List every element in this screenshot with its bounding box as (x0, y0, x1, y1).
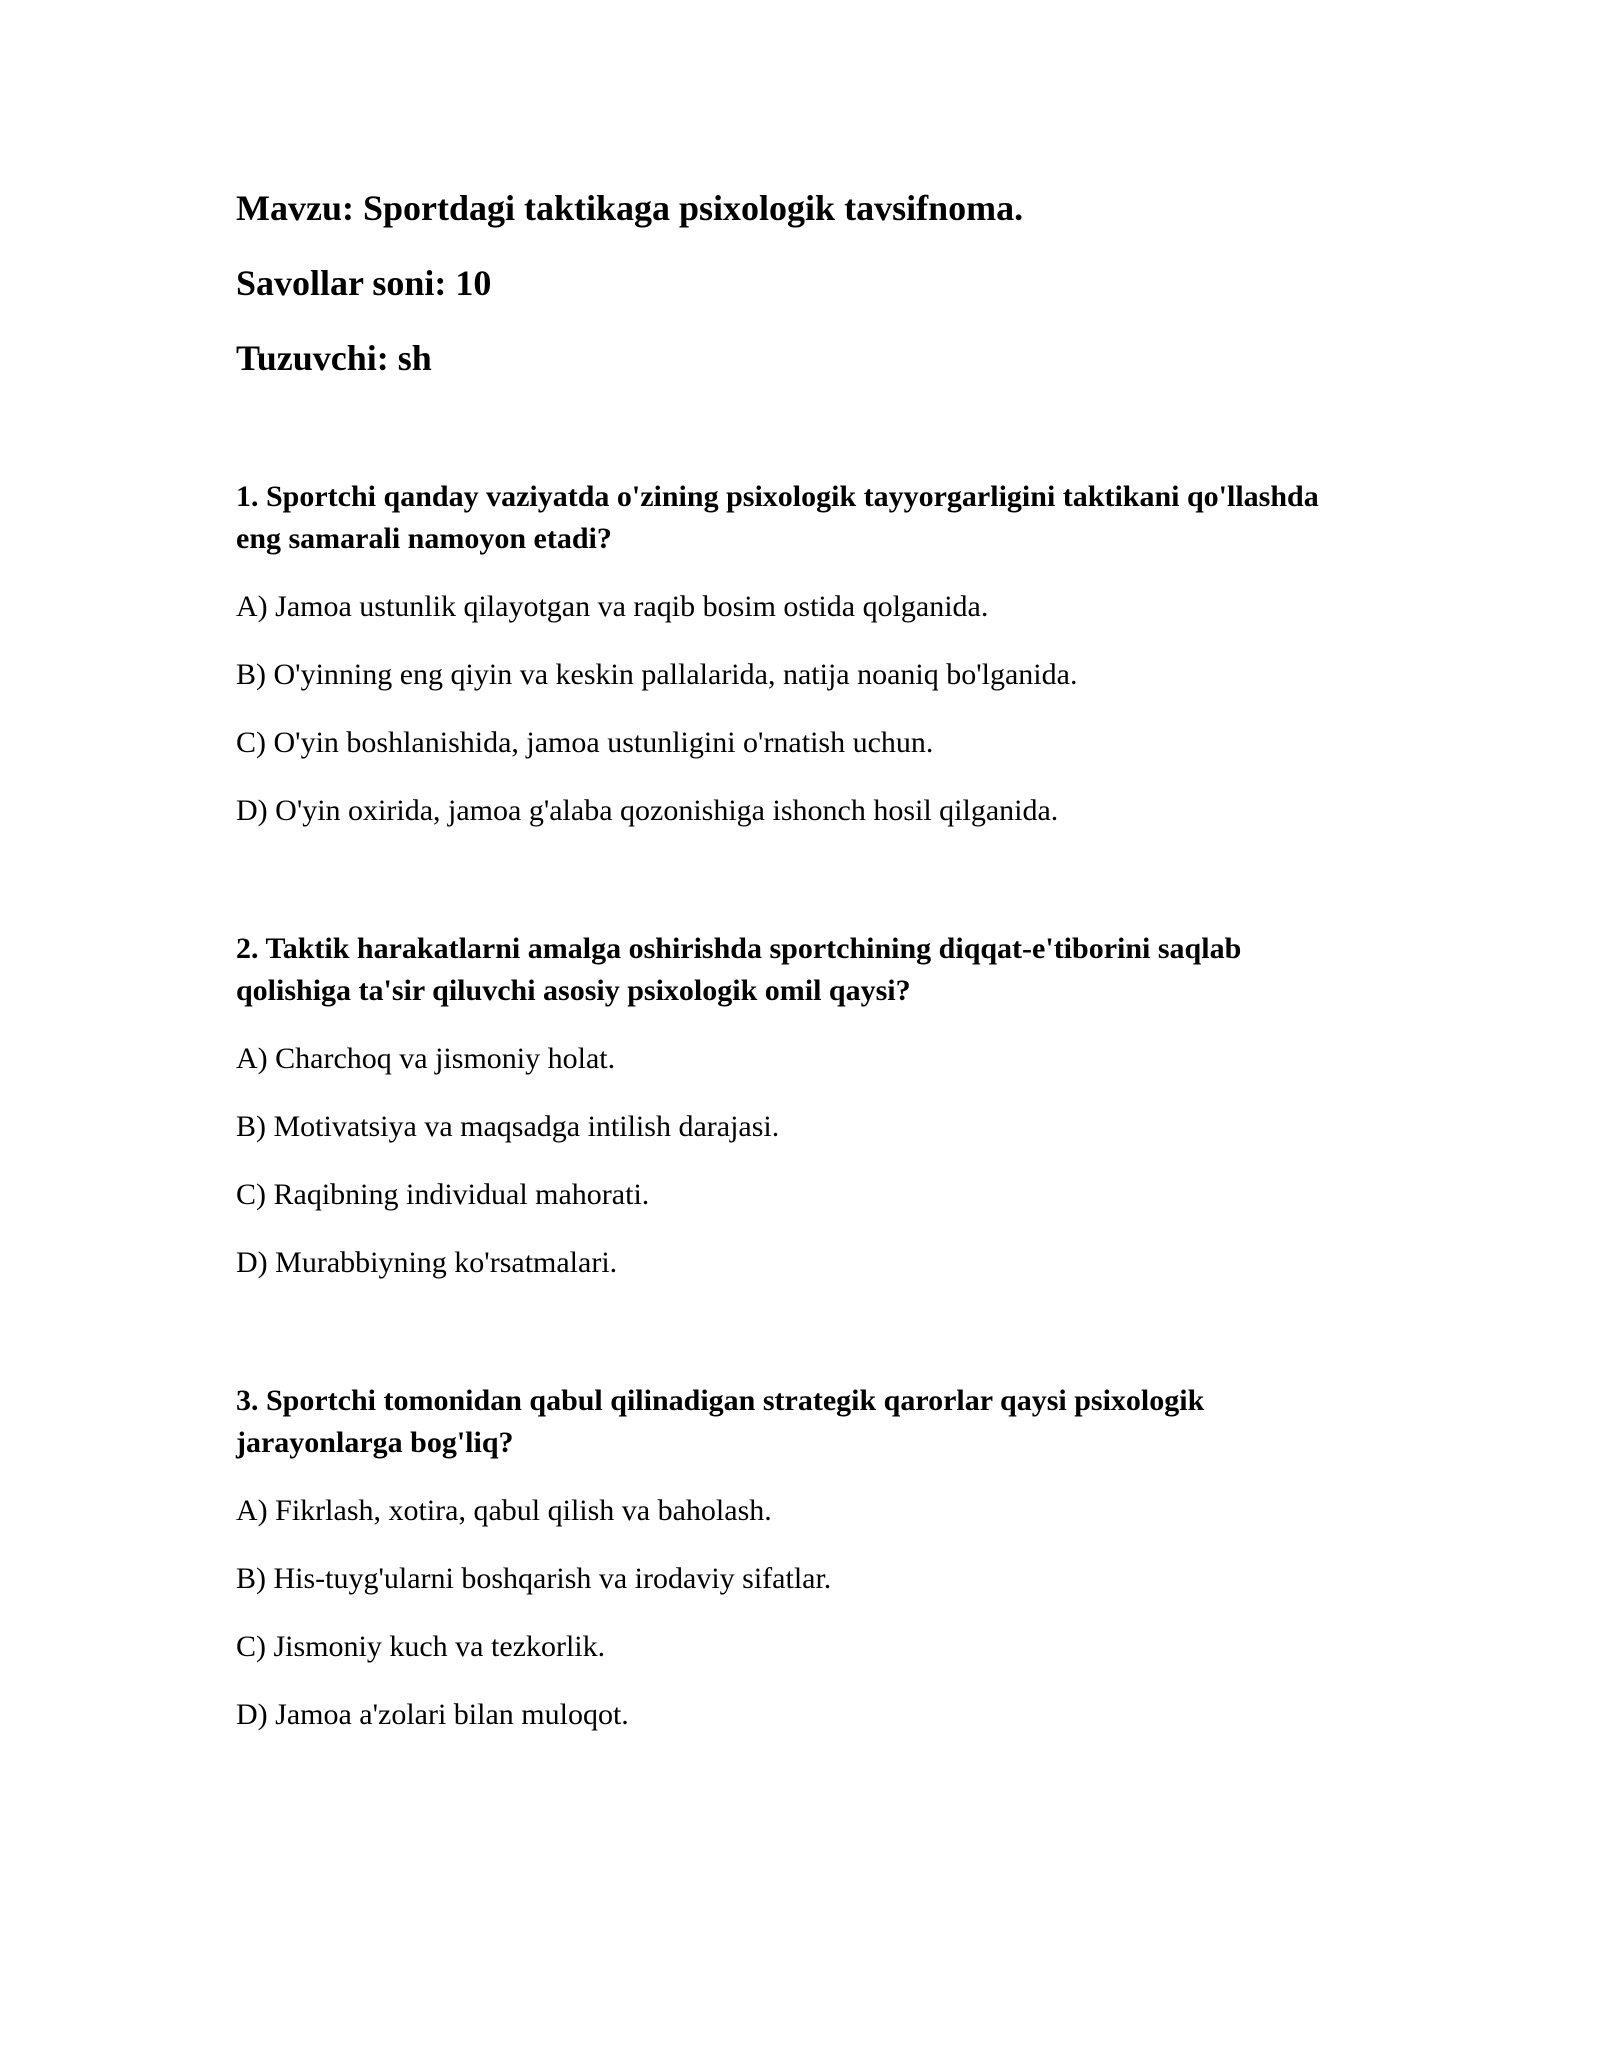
answer-options (236, 1490, 1360, 1736)
author-heading: Tuzuvchi: sh (236, 338, 432, 378)
answer-option-c: C) Raqibning individual mahorati. (236, 1178, 650, 1211)
answer-option-b: B) His-tuyg'ularni boshqarish va irodaviy sifatlar. (236, 1562, 832, 1595)
answer-option-c: C) Jismoniy kuch va tezkorlik. (236, 1630, 606, 1663)
question-title: 1. Sportchi qanday vaziyatda o'zining psixologik tayyorgarligini taktikani qo'llashda eng samarali namoyon etadi? (236, 480, 1319, 555)
question-title: 3. Sportchi tomonidan qabul qilinadigan strategik qarorlar qaysi psixologik jarayonlarga bog'liq? (236, 1384, 1205, 1459)
answer-options (236, 586, 1360, 832)
answer-option-c: C) O'yin boshlanishida, jamoa ustunligini o'rnatish uchun. (236, 726, 934, 759)
answer-option-d: D) Jamoa a'zolari bilan muloqot. (236, 1698, 629, 1731)
question-block (236, 928, 1360, 1284)
topic-heading: Mavzu: Sportdagi taktikaga psixologik tavsifnoma. (236, 188, 1024, 228)
answer-option-d: D) Murabbiyning ko'rsatmalari. (236, 1246, 618, 1279)
answer-option-a: A) Jamoa ustunlik qilayotgan va raqib bosim ostida qolganida. (236, 590, 989, 623)
question-block (236, 476, 1360, 832)
question-block (236, 1380, 1360, 1736)
question-count-heading: Savollar soni: 10 (236, 263, 492, 303)
answer-option-d: D) O'yin oxirida, jamoa g'alaba qozonishiga ishonch hosil qilganida. (236, 794, 1059, 827)
document-content (236, 186, 1360, 1736)
answer-options (236, 1038, 1360, 1284)
answer-option-a: A) Charchoq va jismoniy holat. (236, 1042, 616, 1075)
answer-option-b: B) O'yinning eng qiyin va keskin pallalarida, natija noaniq bo'lganida. (236, 658, 1078, 691)
question-title: 2. Taktik harakatlarni amalga oshirishda sportchining diqqat-e'tiborini saqlab qolishiga ta'sir qiluvchi asosiy psixologik omil qaysi? (236, 932, 1242, 1007)
answer-option-a: A) Fikrlash, xotira, qabul qilish va baholash. (236, 1494, 772, 1527)
answer-option-b: B) Motivatsiya va maqsadga intilish darajasi. (236, 1110, 780, 1143)
